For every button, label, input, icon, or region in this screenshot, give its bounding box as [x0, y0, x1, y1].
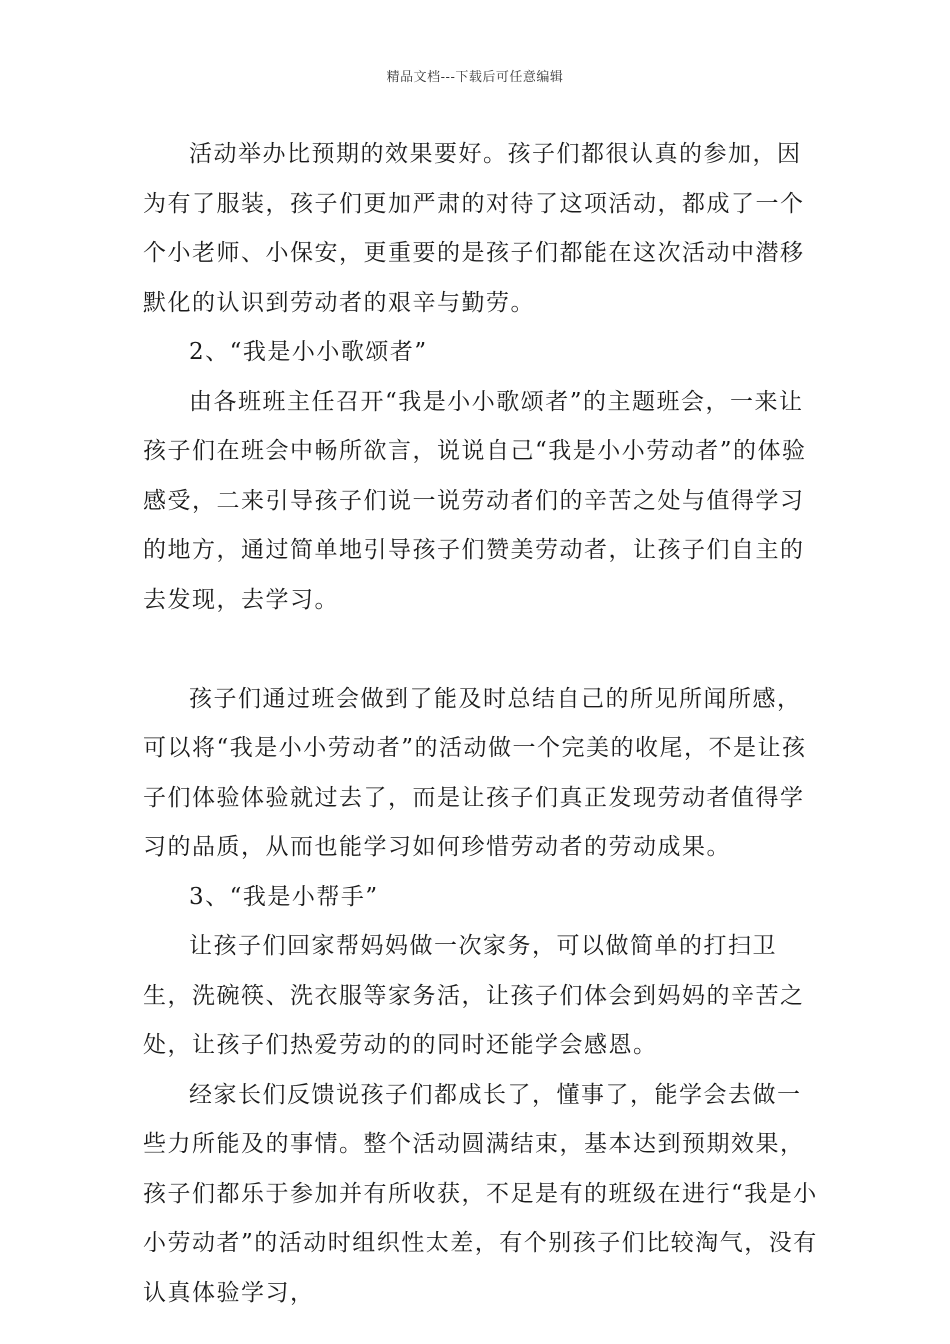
paragraph-class-meeting: 由各班班主任召开“我是小小歌颂者”的主题班会，一来让孩子们在班会中畅所欲言，说说自己“我是小小劳动者”的体验感受，二来引导孩子们说一说劳动者们的辛苦之处与值得学习的地方，通过简单地引导孩子们赞美劳动者，让孩子们自主的去发现，去学习。: [143, 388, 807, 613]
page-header: 精品文档---下载后可任意编辑: [386, 70, 564, 85]
document-body: [143, 130, 823, 1318]
paragraph-little-helper: 让孩子们回家帮妈妈做一次家务，可以做简单的打扫卫生，洗碗筷、洗衣服等家务活，让孩子们体会到妈妈的辛苦之处，让孩子们热爱劳动的的同时还能学会感恩。: [143, 933, 805, 1058]
paragraph-meeting-summary: 孩子们通过班会做到了能及时总结自己的所见所闻所感，可以将“我是小小劳动者”的活动做一个完美的收尾，不是让孩子们体验体验就过去了，而是让孩子们真正发现劳动者值得学习的品质，从而也能学习如何珍惜劳动者的劳动成果。: [143, 685, 807, 860]
paragraph-activity-result: 活动举办比预期的效果要好。孩子们都很认真的参加，因为有了服装，孩子们更加严肃的对待了这项活动，都成了一个个小老师、小保安，更重要的是孩子们都能在这次活动中潜移默化的认识到劳动者的艰辛与勤劳。: [143, 141, 805, 316]
paragraph-parent-feedback: 经家长们反馈说孩子们都成长了，懂事了，能学会去做一些力所能及的事情。整个活动圆满结束，基本达到预期效果，孩子们都乐于参加并有所收获，不足是有的班级在进行“我是小小劳动者”的活动时组织性太差，有个别孩子们比较淘气，没有认真体验学习，: [143, 1081, 818, 1306]
section-heading-3: 3、“我是小帮手”: [189, 883, 379, 910]
section-heading-2: 2、“我是小小歌颂者”: [189, 339, 428, 365]
